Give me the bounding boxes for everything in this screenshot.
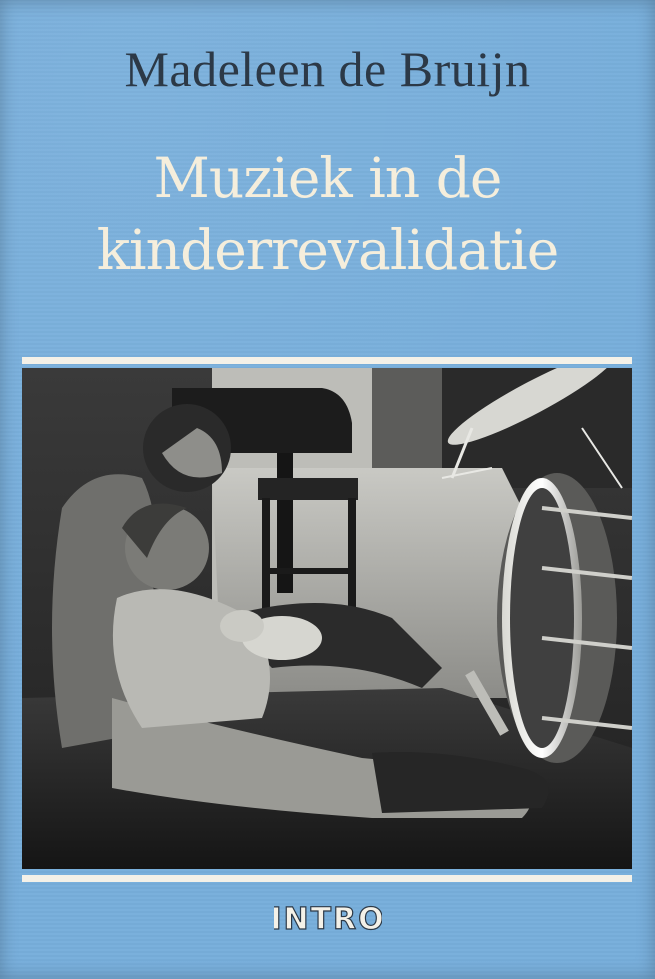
intro-logo-icon	[274, 896, 382, 938]
cover-photo	[22, 368, 632, 869]
publisher-name: INTRO	[274, 902, 382, 937]
title-line-2: kinderrevalidatie	[96, 218, 559, 282]
book-title	[0, 142, 655, 286]
photo-illustration	[22, 368, 632, 869]
author-name: Madeleen de Bruijn	[124, 41, 531, 97]
bottom-divider	[22, 875, 632, 882]
top-divider	[22, 357, 632, 364]
publisher-logo	[274, 896, 382, 938]
title-line-1: Muziek in de	[153, 146, 502, 210]
